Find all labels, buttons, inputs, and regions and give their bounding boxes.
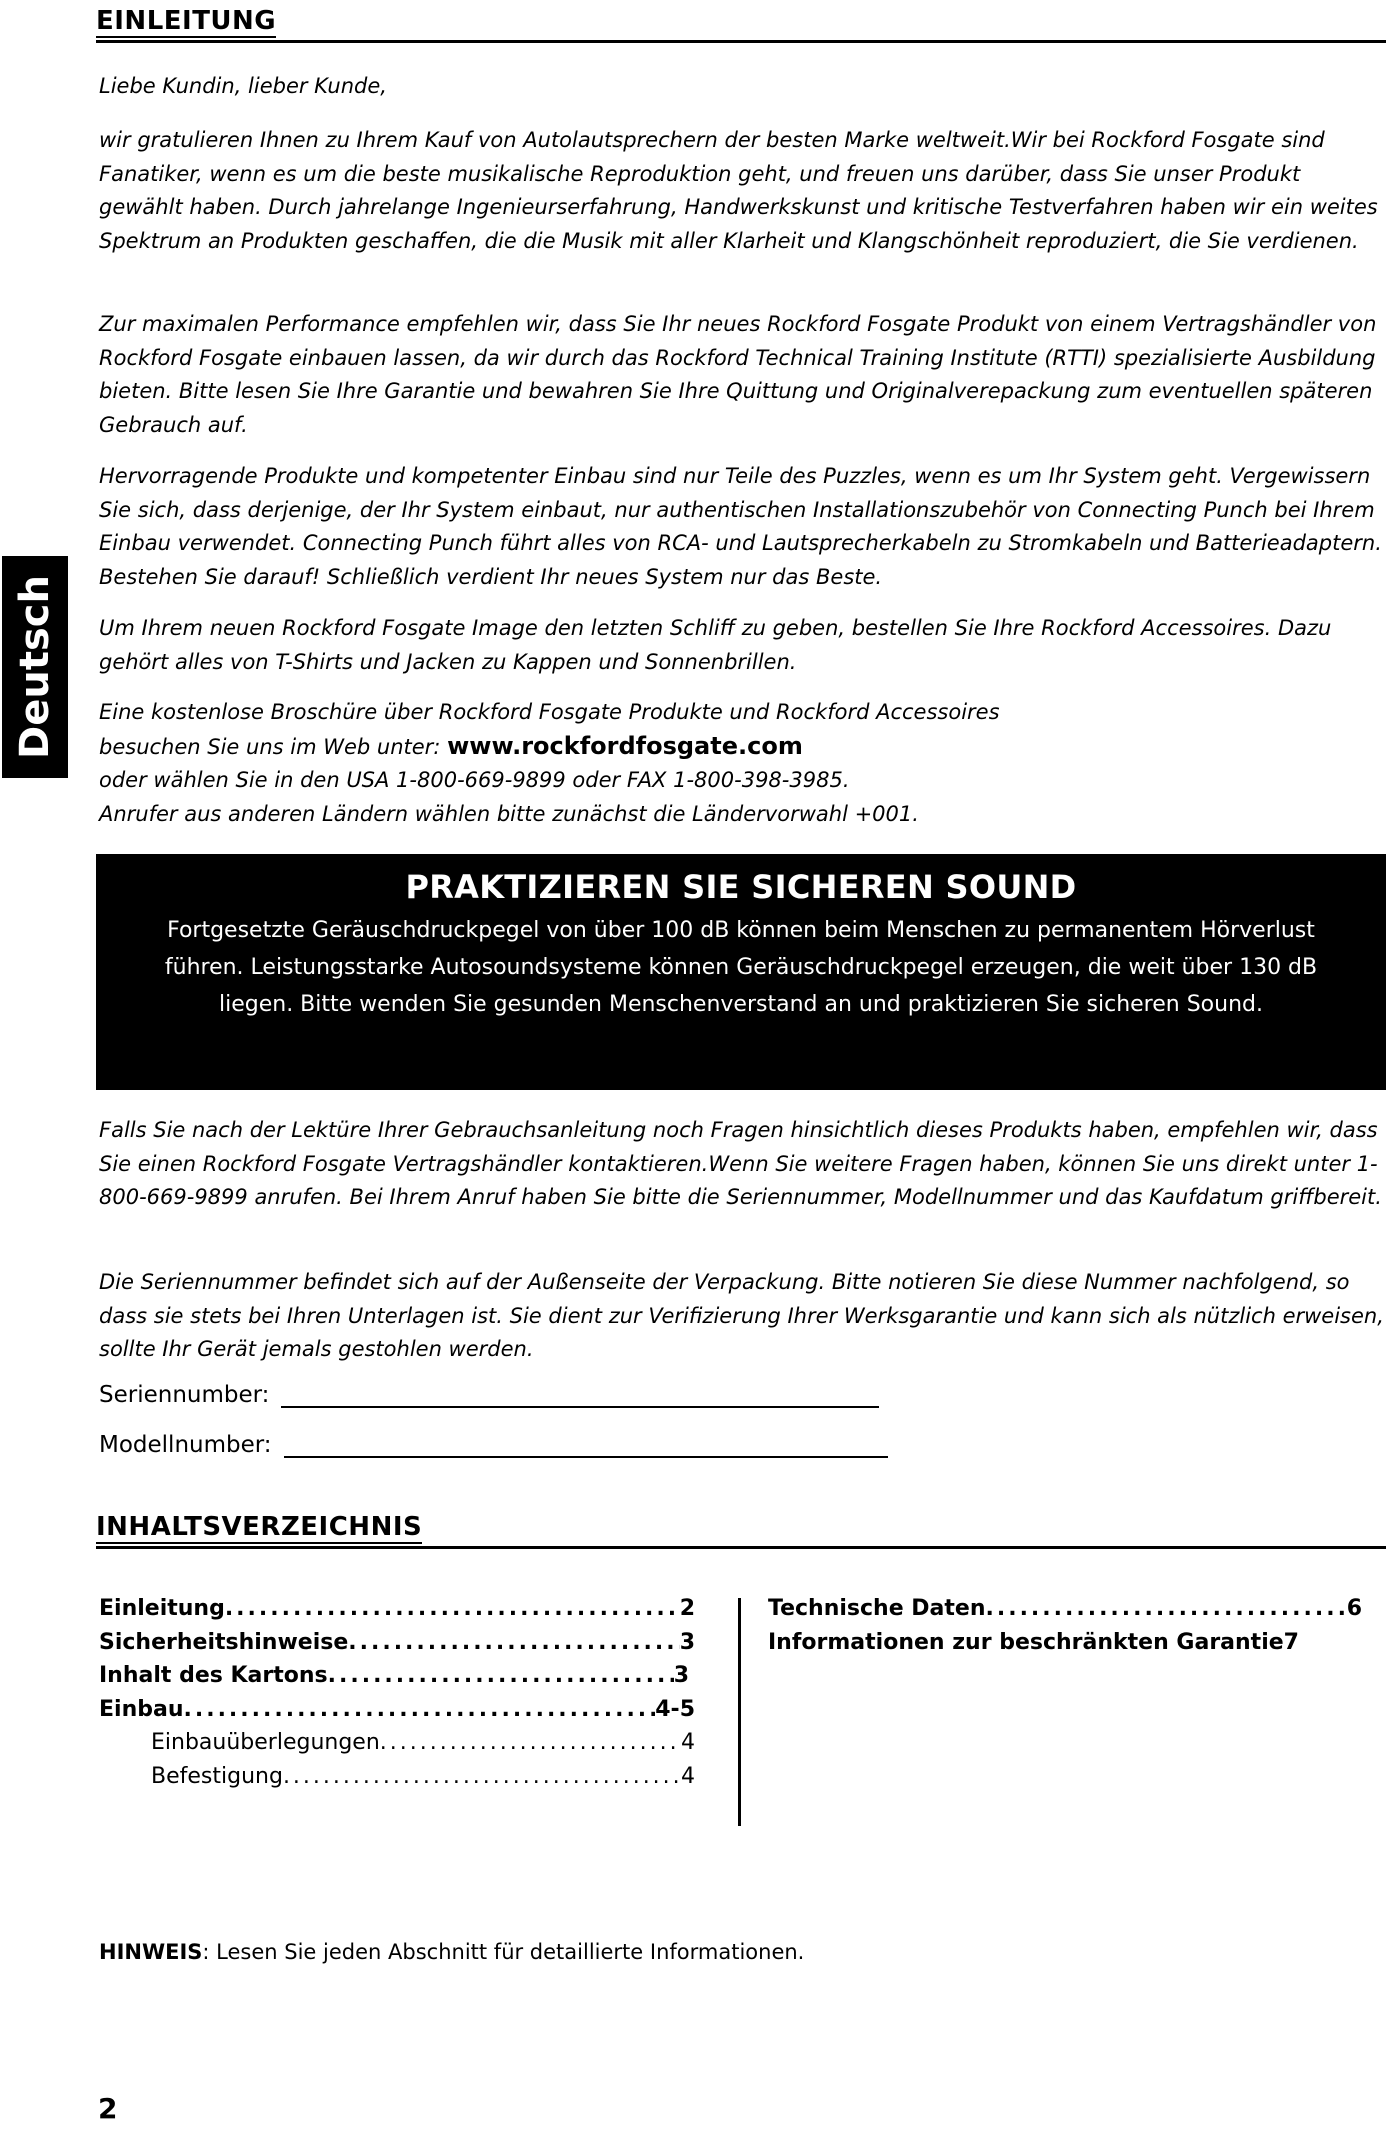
contact-paragraph	[99, 696, 1384, 831]
intro-paragraph-4: Um Ihrem neuen Rockford Fosgate Image den letzten Schliff zu geben, bestellen Sie Ihre Rockford Accessoires. Dazu gehört alles von T-Shirts und Jacken zu Kappen und Sonnenbrillen.	[99, 616, 1332, 674]
language-tab-label: Deutsch	[12, 575, 58, 759]
page-number: 2	[98, 2092, 118, 2125]
toc-entry[interactable]: Informationen zur beschränkten Garantie 7	[768, 1629, 1299, 1655]
intro-paragraph-1: wir gratulieren Ihnen zu Ihrem Kauf von Autolautsprechern der besten Marke weltweit.Wir bei Rockford Fosgate sind Fanatiker, wenn es um die beste musikalische Reproduktion geht, und freuen uns darüber, dass Sie unser Produkt gewählt haben. Durch jahrelange Ingenieurserfahrung, Handwerkskunst und kritische Testverfahren haben wir ein weites Spektrum an Produkten geschaffen, die die Musik mit aller Klarheit und Klangschönheit reproduziert, die Sie verdienen.	[99, 128, 1378, 253]
warning-title: PRAKTIZIEREN SIE SICHEREN SOUND	[405, 868, 1077, 906]
toc-section-header	[96, 1512, 1386, 1549]
serial-number-line[interactable]	[281, 1384, 879, 1408]
model-number-label: Modellnumber:	[99, 1432, 272, 1458]
contact-web-prefix: besuchen Sie uns im Web unter:	[99, 734, 441, 759]
intro-section-title: EINLEITUNG	[96, 6, 277, 36]
note-label: HINWEIS	[99, 1940, 203, 1964]
serial-number-field	[99, 1382, 879, 1408]
intro-section-header	[96, 6, 1386, 43]
toc-column-divider	[738, 1598, 741, 1826]
warning-text: Fortgesetzte Geräuschdruckpegel von über 100 dB können beim Menschen zu permanentem Hörverlust führen. Leistungsstarke Autosoundsysteme können Geräuschdruckpegel erzeugen, die weit über 130 dB liegen. Bitte wenden Sie gesunden Menschenverstand an und praktizieren Sie sicheren Sound.	[164, 918, 1318, 1017]
model-number-line[interactable]	[284, 1434, 888, 1458]
toc-right-column	[768, 1592, 1362, 1659]
toc-left-column	[99, 1592, 695, 1793]
intro-paragraph-2: Zur maximalen Performance empfehlen wir, dass Sie Ihr neues Rockford Fosgate Produkt von einem Vertragshändler von Rockford Fosgate einbauen lassen, da wir durch das Rockford Technical Training Institute (RTTI) spezialisierte Ausbildung bieten. Bitte lesen Sie Ihre Garantie und bewahren Sie Ihre Quittung und Originalverepackung zum eventuellen späteren Gebrauch auf.	[99, 312, 1377, 437]
website-link[interactable]: www.rockfordfosgate.com	[447, 731, 803, 760]
language-tab	[2, 556, 68, 778]
toc-entry[interactable]: Einbau ..... 4-5	[99, 1693, 695, 1727]
toc-subentry[interactable]: Befestigung ..... 4	[99, 1760, 695, 1794]
toc-entry[interactable]: Technische Daten ..... 6	[768, 1592, 1362, 1626]
support-paragraph: Falls Sie nach der Lektüre Ihrer Gebrauchsanleitung noch Fragen hinsichtlich dieses Produkts haben, empfehlen wir, dass Sie einen Rockford Fosgate Vertragshändler kontaktieren.Wenn Sie weitere Fragen haben, können Sie uns direkt unter 1-800-669-9899 anrufen. Bei Ihrem Anruf haben Sie bitte die Seriennummer, Modellnummer und das Kaufdatum griffbereit.	[99, 1118, 1382, 1209]
note-text: : Lesen Sie jeden Abschnitt für detaillierte Informationen.	[202, 1940, 805, 1964]
note	[99, 1940, 804, 1964]
safe-sound-warning	[96, 854, 1386, 1090]
serial-info-paragraph: Die Seriennummer befindet sich auf der Außenseite der Verpackung. Bitte notieren Sie diese Nummer nachfolgend, so dass sie stets bei Ihren Unterlagen ist. Sie dient zur Verifizierung Ihrer Werksgarantie und kann sich als nützlich erweisen, sollte Ihr Gerät jemals gestohlen werden.	[99, 1270, 1384, 1361]
toc-entry[interactable]: Sicherheitshinweise ..... 3	[99, 1626, 695, 1660]
model-number-field	[99, 1432, 888, 1458]
toc-entry[interactable]: Einleitung ..... 2	[99, 1592, 695, 1626]
contact-line-2	[99, 730, 1384, 765]
contact-phone-line: oder wählen Sie in den USA 1-800-669-9899 oder FAX 1-800-398-3985.	[99, 768, 850, 792]
greeting: Liebe Kundin, lieber Kunde,	[99, 74, 387, 98]
serial-number-label: Seriennumber:	[99, 1382, 270, 1408]
contact-line-1: Eine kostenlose Broschüre über Rockford Fosgate Produkte und Rockford Accessoires	[99, 700, 1000, 724]
contact-international-line: Anrufer aus anderen Ländern wählen bitte zunächst die Ländervorwahl +001.	[99, 801, 919, 826]
toc-entry[interactable]: Inhalt des Kartons ..... 3	[99, 1659, 689, 1693]
toc-subentry[interactable]: Einbauüberlegungen ..... 4	[99, 1726, 695, 1760]
toc-section-title: INHALTSVERZEICHNIS	[96, 1512, 423, 1542]
intro-paragraph-3: Hervorragende Produkte und kompetenter Einbau sind nur Teile des Puzzles, wenn es um Ihr System geht. Vergewissern Sie sich, dass derjenige, der Ihr System einbaut, nur authentischen Installationszubehör von Connecting Punch bei Ihrem Einbau verwendet. Connecting Punch führt alles von RCA- und Lautsprecherkabeln zu Stromkabeln und Batterieadaptern. Bestehen Sie darauf! Schließlich verdient Ihr neues System nur das Beste.	[99, 464, 1382, 589]
